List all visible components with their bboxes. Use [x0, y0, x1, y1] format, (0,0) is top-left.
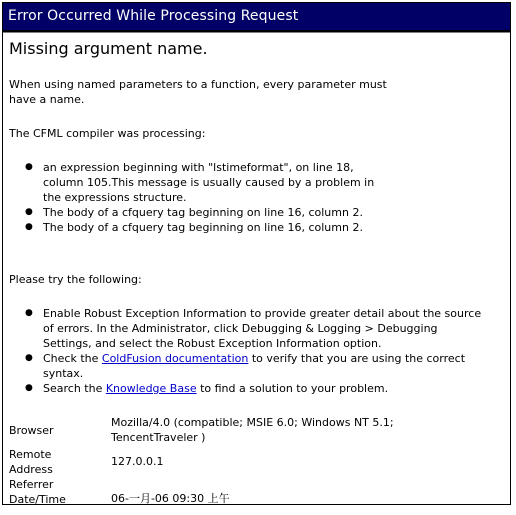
window-title: Error Occurred While Processing Request	[3, 3, 510, 32]
suggestion-3-prefix: Search the	[43, 382, 106, 395]
compiler-intro: The CFML compiler was processing:	[9, 127, 206, 140]
remote-label-line2: Address	[9, 463, 53, 476]
suggestion-1-line1: ● Enable Robust Exception Information to provide greater detail about the source	[43, 307, 482, 320]
list-item	[3, 205, 503, 220]
suggestions-intro: Please try the following:	[9, 273, 142, 286]
browser-value-line1: Mozilla/4.0 (compatible; MSIE 6.0; Windows NT 5.1;	[111, 416, 394, 429]
suggestion-3-line1	[43, 381, 508, 396]
compiler-item-line2: column 105.This message is usually caused by a problem in	[43, 176, 375, 189]
browser-value-line2: TencentTraveler )	[111, 431, 206, 444]
remote-address-value: 127.0.0.1	[111, 455, 164, 468]
compiler-item-line3: the expressions structure.	[43, 191, 187, 204]
compiler-item-line1: ● The body of a cfquery tag beginning on line 16, column 2.	[43, 206, 363, 219]
list-item	[3, 306, 508, 351]
request-info-table	[9, 415, 509, 515]
error-window	[2, 2, 511, 505]
error-description-line2: have a name.	[9, 93, 85, 106]
error-description-line1: When using named parameters to a function, every parameter must	[9, 78, 387, 91]
referrer-label: Referrer	[9, 478, 54, 491]
datetime-label: Date/Time	[9, 493, 66, 506]
list-item	[3, 351, 508, 381]
error-heading: Missing argument name.	[9, 39, 208, 58]
list-item	[3, 381, 508, 396]
remote-label-line1: Remote	[9, 448, 52, 461]
suggestion-2-prefix: Check the	[43, 352, 102, 365]
suggestion-2-line1	[43, 351, 508, 366]
coldfusion-documentation-link[interactable]: ColdFusion documentation	[101, 352, 249, 365]
list-item	[3, 160, 503, 205]
suggestion-2-line2: syntax.	[43, 367, 84, 380]
compiler-item-line1: ● an expression beginning with "lstimeformat", on line 18,	[43, 161, 354, 174]
error-content	[3, 32, 510, 504]
suggestion-1-line2: of errors. In the Administrator, click Debugging & Logging > Debugging	[43, 322, 438, 335]
suggestion-1-line3: Settings, and select the Robust Exception Information option.	[43, 337, 382, 350]
browser-value	[111, 415, 411, 445]
datetime-value: 06-一月-06 09:30 上午	[111, 492, 230, 505]
knowledge-base-link[interactable]: Knowledge Base	[105, 382, 197, 395]
suggestions-list	[3, 306, 508, 396]
suggestion-2-suffix: to verify that you are using the correct	[248, 352, 466, 365]
remote-address-label	[9, 447, 104, 477]
browser-label: Browser	[9, 424, 54, 437]
compiler-items-list	[3, 160, 503, 235]
suggestion-3-suffix: to find a solution to your problem.	[196, 382, 389, 395]
list-item	[3, 220, 503, 235]
compiler-item-line1: ● The body of a cfquery tag beginning on line 16, column 2.	[43, 221, 363, 234]
